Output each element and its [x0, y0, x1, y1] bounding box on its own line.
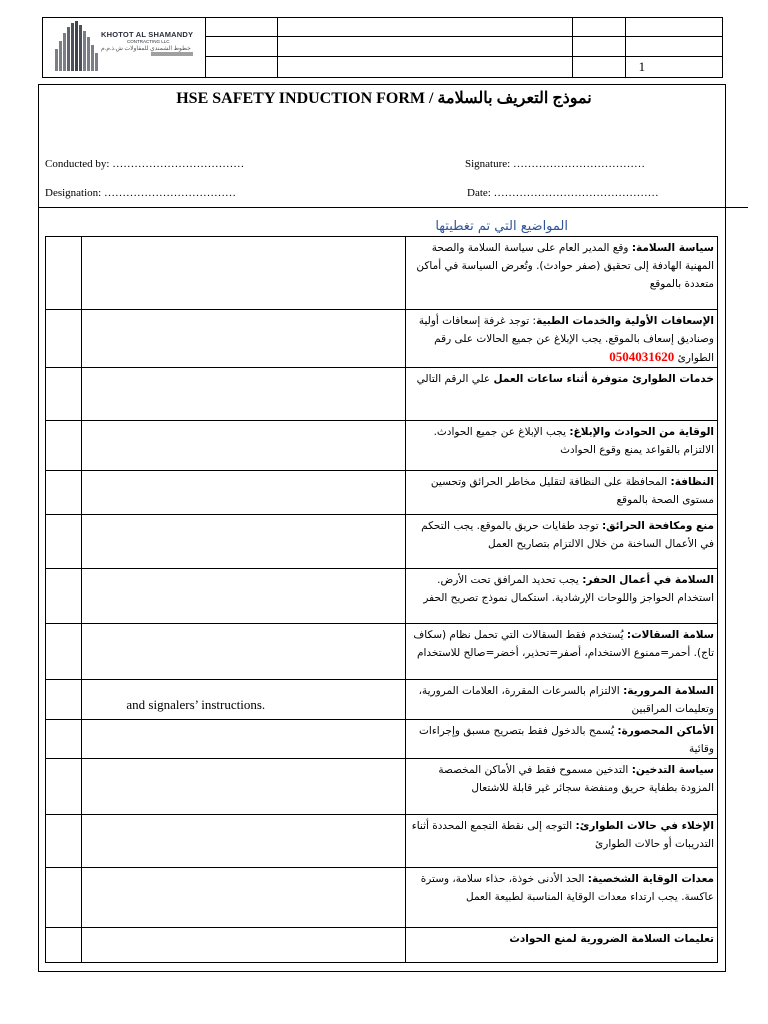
- date-field: Date: ………………………………………: [467, 187, 659, 199]
- english-cell: [82, 624, 406, 680]
- table-row: [46, 868, 718, 928]
- english-cell: [82, 368, 406, 421]
- check-cell: [46, 624, 82, 680]
- arabic-topic-cell: [406, 310, 718, 368]
- table-row: [46, 815, 718, 868]
- table-row: [46, 928, 718, 963]
- header-cell: [625, 37, 722, 56]
- check-cell: [46, 928, 82, 963]
- english-cell: [82, 815, 406, 868]
- english-cell: [82, 421, 406, 471]
- english-cell: [82, 868, 406, 928]
- check-cell: [46, 569, 82, 624]
- arabic-topic-cell: [406, 759, 718, 815]
- english-cell: [82, 237, 406, 310]
- english-cell: [82, 310, 406, 368]
- buildings-icon: [55, 21, 97, 71]
- topics-table: [45, 236, 718, 963]
- topic-title: خدمات الطوارئ متوفرة أثناء ساعات العمل: [493, 373, 714, 385]
- topic-title: الأماكن المحصورة:: [617, 725, 714, 737]
- topic-title: الوقاية من الحوادث والإبلاغ:: [569, 426, 714, 438]
- logo-subtitle: CONTRACTING LLC: [127, 39, 170, 44]
- logo-bar: [151, 52, 193, 56]
- topic-title: الإسعافات الأولية والخدمات الطبية: [536, 315, 714, 327]
- english-cell: [82, 515, 406, 569]
- english-cell: [82, 928, 406, 963]
- english-cell: [82, 471, 406, 515]
- topic-title: الإخلاء في حالات الطوارئ:: [575, 820, 714, 832]
- emergency-phone: 0504031620: [609, 349, 675, 364]
- topic-body: التوجه إلى نقطة التجمع المحددة أثناء التدريبات أو حالات الطوارئ: [411, 820, 714, 850]
- topic-title: سياسة التدخين:: [631, 764, 714, 776]
- english-cell: [82, 680, 406, 720]
- topic-title: سلامة السقالات:: [626, 629, 714, 641]
- header-cell: [205, 56, 277, 77]
- table-row: [46, 515, 718, 569]
- check-cell: [46, 680, 82, 720]
- topic-body: الالتزام بالسرعات المقررة، العلامات المرورية، وتعليمات المراقبين: [418, 685, 714, 715]
- designation-field: Designation: ………………………………: [45, 187, 236, 199]
- arabic-topic-cell: [406, 471, 718, 515]
- header-cell: [277, 37, 572, 56]
- check-cell: [46, 237, 82, 310]
- topic-body: : توجد غرفة إسعافات أولية وصناديق إسعاف بالموقع. يجب الإبلاغ عن جميع الحالات على رقم الطوارئ: [418, 315, 714, 364]
- arabic-topic-cell: [406, 421, 718, 471]
- arabic-topic-cell: [406, 680, 718, 720]
- check-cell: [46, 720, 82, 759]
- table-row: [46, 368, 718, 421]
- english-cell: [82, 720, 406, 759]
- topic-title: معدات الوقاية الشخصية:: [587, 873, 714, 885]
- topic-title: تعليمات السلامة الضرورية لمنع الحوادث: [509, 933, 714, 945]
- header-cell: [573, 37, 626, 56]
- header-cell: [625, 18, 722, 37]
- topic-title: السلامة في أعمال الحفر:: [582, 574, 714, 586]
- topic-body: المحافظة على النظافة لتقليل مخاطر الحرائق وتحسين مستوى الصحة بالموقع: [430, 476, 714, 506]
- check-cell: [46, 515, 82, 569]
- table-row: [46, 310, 718, 368]
- conducted-by-field: Conducted by: ………………………………: [45, 158, 245, 170]
- topic-body: يجب تحديد المرافق تحت الأرض. استخدام الحواجز واللوحات الإرشادية. استكمال نموذج تصريح الحفر: [423, 574, 714, 604]
- topic-title: السلامة المرورية:: [623, 685, 714, 697]
- topic-title: النظافة:: [670, 476, 714, 488]
- arabic-topic-cell: [406, 569, 718, 624]
- header-cell: [573, 56, 626, 77]
- topic-body: علي الرقم التالي: [416, 373, 494, 385]
- arabic-topic-cell: [406, 868, 718, 928]
- english-text: and signalers’ instructions.: [126, 697, 266, 712]
- section-divider: [38, 207, 748, 208]
- topic-body: التدخين مسموح فقط في الأماكن المخصصة المزودة بطفاية حريق ومنفضة سجائر غير قابلة للاشتعال: [438, 764, 714, 794]
- check-cell: [46, 471, 82, 515]
- check-cell: [46, 759, 82, 815]
- arabic-topic-cell: [406, 720, 718, 759]
- table-row: [46, 624, 718, 680]
- header-cell: [573, 18, 626, 37]
- header-cell: [205, 18, 277, 37]
- arabic-topic-cell: [406, 815, 718, 868]
- check-cell: [46, 368, 82, 421]
- topic-body: توجد طفايات حريق بالموقع. يجب التحكم في الأعمال الساخنة من خلال الالتزام بتصاريح العمل: [421, 520, 714, 550]
- arabic-topic-cell: [406, 928, 718, 963]
- table-row: [46, 237, 718, 310]
- arabic-topic-cell: [406, 237, 718, 310]
- arabic-topic-cell: [406, 515, 718, 569]
- english-cell: [82, 759, 406, 815]
- topic-body: الحد الأدنى خوذة، حذاء سلامة، وسترة عاكسة. يجب ارتداء معدات الوقاية المناسبة لطبيعة العمل: [420, 873, 714, 903]
- topic-title: سياسة السلامة:: [631, 242, 714, 254]
- english-cell: [82, 569, 406, 624]
- table-row: [46, 720, 718, 759]
- check-cell: [46, 815, 82, 868]
- form-title: HSE SAFETY INDUCTION FORM / نموذج التعريف بالسلامة: [176, 90, 592, 107]
- table-row: [46, 421, 718, 471]
- topic-body: يُستخدم فقط السقالات التي تحمل نظام (سكاف تاج). أحمر=ممنوع الاستخدام، أصفر=تحذير، أخضر=صالح للاستخدام: [413, 629, 714, 659]
- header-cell: [277, 18, 572, 37]
- topic-body: وقع المدير العام على سياسة السلامة والصحة المهنية الهادفة إلى تحقيق (صفر حوادث). وتُعرض السياسة في أماكن متعددة بالموقع: [416, 242, 714, 290]
- topic-body: يُسمح بالدخول فقط بتصريح مسبق وإجراءات وقائية: [419, 725, 714, 755]
- table-row: [46, 569, 718, 624]
- topics-heading: المواضيع التي تم تغطيتها: [435, 219, 568, 234]
- signature-field: Signature: ………………………………: [465, 158, 645, 170]
- header-cell: [205, 37, 277, 56]
- table-row: [46, 680, 718, 720]
- logo-company-name: KHOTOT AL SHAMANDY: [101, 30, 194, 39]
- check-cell: [46, 868, 82, 928]
- check-cell: [46, 421, 82, 471]
- arabic-topic-cell: [406, 624, 718, 680]
- topic-title: منع ومكافحة الحرائق:: [601, 520, 714, 532]
- topic-body: يجب الإبلاغ عن جميع الحوادث. الالتزام بالقواعد يمنع وقوع الحوادث: [433, 426, 714, 456]
- check-cell: [46, 310, 82, 368]
- header-cell: [277, 56, 572, 77]
- logo-arabic-name: خطوط الشمندي للمقاولات ش.ذ.م.م: [101, 46, 191, 52]
- table-row: [46, 759, 718, 815]
- table-row: [46, 471, 718, 515]
- arabic-topic-cell: [406, 368, 718, 421]
- company-logo: [55, 21, 205, 73]
- page-number: 1: [625, 56, 722, 77]
